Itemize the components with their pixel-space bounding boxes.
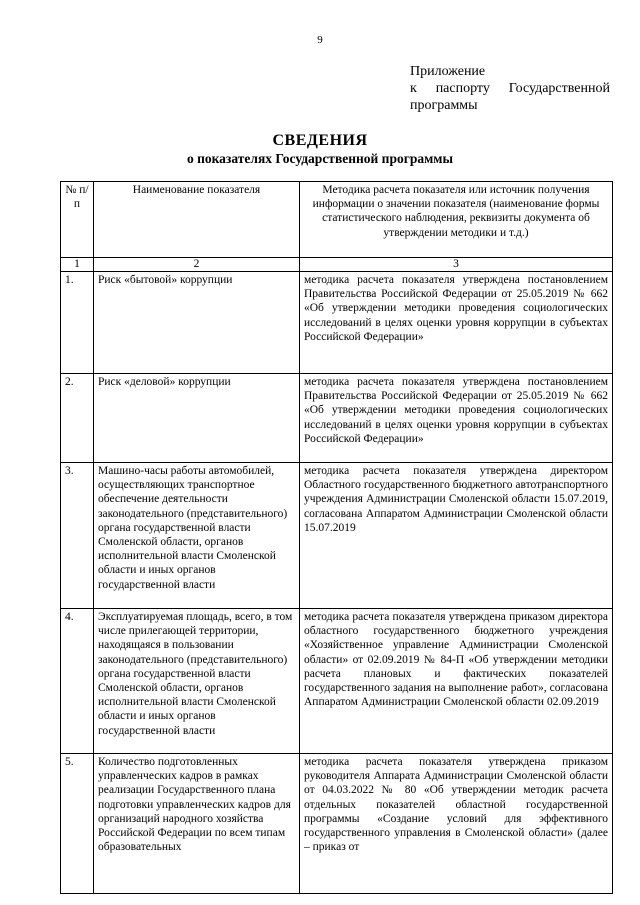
row-number: 3. [61,463,94,609]
table-row [61,609,613,754]
column-number: 2 [94,258,300,272]
table-header-row [61,182,613,258]
header-method: Методика расчета показателя или источник получения информации о значении показателя (наименование формы статистического наблюдения, реквизиты документа об утверждении методики и т.д.) [300,182,613,258]
indicators-table [60,181,613,894]
table-row [61,463,613,609]
indicator-name: Риск «бытовой» коррупции [94,272,300,374]
column-number: 3 [300,258,613,272]
indicator-method-cell [300,754,613,894]
appendix-line-2 [410,80,610,97]
column-number-row [61,258,613,272]
appendix-line-1: Приложение [410,64,486,79]
indicator-method: методика расчета показателя утверждена постановлением Правительства Российской Федерации от 25.05.2019 № 662 «Об утверждении методики проведения социологических исследований в целях оценки уровня коррупции в субъектах Российской Федерации» [300,272,613,374]
table-row [61,272,613,374]
header-num: № п/п [61,182,94,258]
indicator-name: Эксплуатируемая площадь, всего, в том числе прилегающей территории, находящаяся в пользовании законодательного (представительного) органа государственной власти Смоленской области, органов исполнительной власти Смоленской области и иных органов государственной власти [94,609,300,754]
indicator-name: Машино-часы работы автомобилей, осуществляющих транспортное обеспечение деятельности законодательного (представительного) органа государственной власти Смоленской области, органов исполнительной власти Смоленской области и иных органов государственной власти [94,463,300,609]
document-subtitle: о показателях Государственной программы [186,151,454,166]
appendix-word: паспорту [435,81,490,96]
indicator-method: методика расчета показателя утверждена приказом руководителя Аппарата Администрации Смоленской области от 04.03.2022 № 80 «Об утверждении методик расчета отдельных показателей областной государственной программы «Создание условий для эффективного государственного управления в Смоленской области» (далее – приказ от [304,756,608,854]
document-title: СВЕДЕНИЯ [272,132,368,149]
indicator-name: Количество подготовленных управленческих кадров в рамках реализации Государственного плана подготовки управленческих кадров для организаций народного хозяйства Российской Федерации по всем типам образовательных [98,756,291,854]
appendix-word: Государственной [508,81,610,96]
row-number: 4. [61,609,94,754]
indicator-name-cell [94,754,300,894]
page-number: 9 [317,34,323,46]
column-number: 1 [61,258,94,272]
appendix-line-3: программы [410,98,478,113]
row-number: 5. [61,754,94,894]
document-heading [0,132,640,167]
indicator-name: Риск «деловой» коррупции [94,374,300,463]
row-number: 2. [61,374,94,463]
row-number: 1. [61,272,94,374]
appendix-label [410,63,610,114]
header-name: Наименование показателя [94,182,300,258]
table-row [61,374,613,463]
appendix-word: к [410,81,417,96]
indicator-method: методика расчета показателя утверждена директором Областного государственного бюджетного автотранспортного учреждения Администрации Смоленской области 15.07.2019, согласована Аппаратом Администрации Смоленской области 15.07.2019 [300,463,613,609]
table-row [61,754,613,894]
indicator-method: методика расчета показателя утверждена постановлением Правительства Российской Федерации от 25.05.2019 № 662 «Об утверждении методики проведения социологических исследований в целях оценки уровня коррупции в субъектах Российской Федерации» [300,374,613,463]
indicator-method: методика расчета показателя утверждена приказом директора областного государственного бюджетного учреждения «Хозяйственное управление Администрации Смоленской области» от 02.09.2019 № 84-П «Об утверждении методики расчета плановых и фактических показателей государственного задания на выполнение работ», согласована Аппаратом Администрации Смоленской области 02.09.2019 [300,609,613,754]
